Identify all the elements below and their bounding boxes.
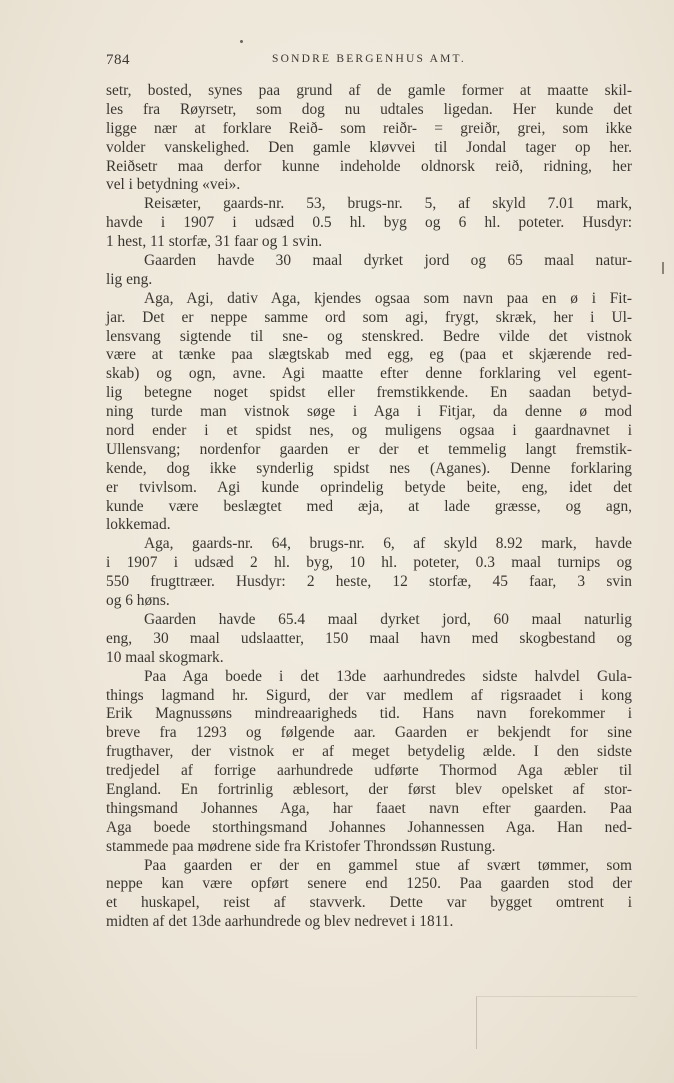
- body-text: [106, 82, 632, 932]
- text-line: Erik Magnussøns mindreaarigheds tid. Hans navn forekommer i: [106, 705, 632, 723]
- text-line: England. En fortrinlig æblesort, der først blev opelsket af stor-: [106, 780, 632, 798]
- text-line: Reiðsetr maa derfor kunne indeholde oldnorsk reið, ridning, her: [106, 157, 632, 175]
- text-line: være at tænke paa slægtskab med egg, eg (paa et skjærende red-: [106, 346, 632, 364]
- text-line: ligge nær at forklare Reið- som reiðr- = greiðr, grei, som ikke: [106, 119, 632, 137]
- text-line: et huskapel, reist af stavverk. Dette var bygget omtrent i: [106, 894, 632, 912]
- ink-speck-margin: [662, 262, 664, 274]
- text-line: Reisæter, gaards-nr. 53, brugs-nr. 5, af skyld 7.01 mark,: [144, 195, 632, 213]
- text-line: Gaarden havde 30 maal dyrket jord og 65 maal natur-: [144, 252, 632, 270]
- page-header: [106, 52, 632, 70]
- text-line: ning turde man vistnok søge i Aga i Fitjar, da denne ø mod: [106, 403, 632, 421]
- text-line: thingsmand Johannes Aga, har faaet navn efter gaarden. Paa: [106, 799, 632, 817]
- text-line: Aga, Agi, dativ Aga, kjendes ogsaa som navn paa en ø i Fit-: [144, 289, 632, 307]
- running-head: SONDRE BERGENHUS AMT.: [272, 53, 466, 65]
- text-line: lig betegne noget spidst eller fremstikkende. En saadan betyd-: [106, 384, 632, 402]
- text-line: havde i 1907 i udsæd 0.5 hl. byg og 6 hl. poteter. Husdyr:: [106, 214, 632, 232]
- ink-speck-top: [240, 40, 243, 43]
- text-line: Paa gaarden er der en gammel stue af svært tømmer, som: [144, 856, 632, 874]
- text-line: skab) og ogn, avne. Agi maatte efter denne forklaring vel egent-: [106, 365, 632, 383]
- text-line: Aga boede storthingsmand Johannes Johannessen Aga. Han ned-: [106, 818, 632, 836]
- text-line: lensvang sigtende til sne- og stenskred. Bedre vilde det vistnok: [106, 327, 632, 345]
- text-line: tredjedel af forrige aarhundrede udførte Thormod Aga æbler til: [106, 762, 632, 780]
- text-line: kunde være beslægtet med æja, at lade græsse, og agn,: [106, 497, 632, 515]
- text-line: neppe kan være opført senere end 1250. Paa gaarden stod der: [106, 875, 632, 893]
- text-line: 550 frugttræer. Husdyr: 2 heste, 12 storfæ, 45 faar, 3 svin: [106, 573, 632, 591]
- text-line: eng, 30 maal udslaatter, 150 maal havn med skogbestand og: [106, 629, 632, 647]
- text-line: 1 hest, 11 storfæ, 31 faar og 1 svin.: [106, 233, 323, 251]
- text-line: vel i betydning «vei».: [106, 176, 241, 194]
- text-line: Ullensvang; nordenfor gaarden er der et temmelig langt fremstik-: [106, 440, 632, 458]
- text-line: breve fra 1293 og følgende aar. Gaarden er bekjendt for sine: [106, 724, 632, 742]
- text-line: 10 maal skogmark.: [106, 648, 224, 666]
- text-line: og 6 høns.: [106, 592, 170, 610]
- text-line: things lagmand hr. Sigurd, der var medlem af rigsraadet i kong: [106, 686, 632, 704]
- text-line: les fra Røyrsetr, som dog nu udtales ligedan. Her kunde det: [106, 100, 632, 118]
- text-line: frugthaver, der vistnok er af meget betydelig ælde. I den sidste: [106, 743, 632, 761]
- text-line: er tvivlsom. Agi kunde oprindelig betyde beite, eng, idet det: [106, 478, 632, 496]
- text-line: nord ender i et spidst nes, og muligens ogsaa i gaardnavnet i: [106, 422, 632, 440]
- text-line: jar. Det er neppe samme ord som agi, frygt, skræk, her i Ul-: [106, 308, 632, 326]
- page-number: 784: [106, 52, 130, 68]
- text-line: kende, dog ikke synderlig spidst nes (Aganes). Denne forklaring: [106, 459, 632, 477]
- scan-corner-mark: [476, 996, 637, 1049]
- text-line: lokkemad.: [106, 516, 171, 534]
- text-line: volder vanskelighed. Den gamle kløvvei til Jondal tager op her.: [106, 138, 632, 156]
- text-line: Gaarden havde 65.4 maal dyrket jord, 60 maal naturlig: [144, 610, 632, 628]
- text-line: i 1907 i udsæd 2 hl. byg, 10 hl. poteter, 0.3 maal turnips og: [106, 554, 632, 572]
- text-line: midten af det 13de aarhundrede og blev nedrevet i 1811.: [106, 913, 454, 931]
- text-line: lig eng.: [106, 270, 153, 288]
- text-line: Aga, gaards-nr. 64, brugs-nr. 6, af skyld 8.92 mark, havde: [144, 535, 632, 553]
- text-line: setr, bosted, synes paa grund af de gamle former at maatte skil-: [106, 82, 632, 99]
- text-line: Paa Aga boede i det 13de aarhundredes sidste halvdel Gula-: [144, 667, 632, 685]
- text-line: stammede paa mødrene side fra Kristofer Throndssøn Rustung.: [106, 837, 496, 855]
